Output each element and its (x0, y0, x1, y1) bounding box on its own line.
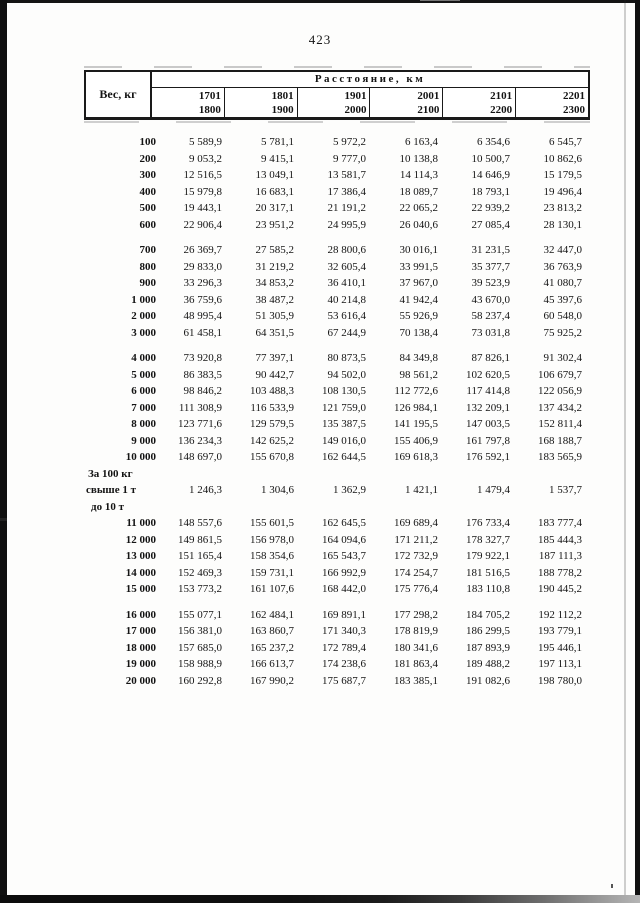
value-cell: 132 209,1 (466, 401, 510, 414)
range-from: 1701 (198, 89, 221, 102)
weight-cell: 6 000 (131, 385, 156, 397)
value-cell: 184 705,2 (466, 608, 510, 621)
value-cell: 149 861,5 (178, 533, 222, 546)
value-cell: 98 561,2 (399, 368, 438, 381)
weight-cell: 900 (139, 277, 156, 289)
weight-cell: 300 (139, 169, 156, 181)
value-cell: 136 234,3 (178, 434, 222, 447)
value-cell: 18 793,1 (471, 185, 510, 198)
value-cell: 90 442,7 (255, 368, 294, 381)
weight-cell: 500 (139, 202, 156, 214)
weight-cell: 18 000 (125, 641, 156, 654)
value-cell: 84 349,8 (399, 352, 438, 364)
range-from: 2001 (417, 89, 440, 102)
table-row (84, 151, 590, 168)
tariff-table-body (84, 134, 590, 689)
range-to: 1900 (271, 103, 294, 116)
value-cell: 137 434,2 (538, 401, 582, 414)
weight-cell: 400 (139, 185, 156, 198)
value-cell: 169 891,1 (322, 608, 366, 621)
table-row (84, 200, 590, 217)
value-cell: 12 516,5 (183, 169, 222, 181)
page-number: 423 (308, 32, 332, 47)
table-row (84, 134, 590, 151)
distance-range-cell (225, 88, 298, 117)
value-cell: 155 406,9 (394, 434, 438, 447)
value-cell: 179 922,1 (466, 550, 510, 562)
value-cell: 13 581,7 (327, 169, 366, 181)
table-row (84, 350, 590, 367)
range-from: 2201 (562, 89, 585, 102)
value-cell: 171 340,3 (322, 625, 366, 637)
value-cell: 167 990,2 (250, 674, 294, 687)
value-cell: 176 592,1 (466, 451, 510, 463)
value-cell: 32 447,0 (543, 244, 582, 256)
value-cell: 34 853,2 (255, 277, 294, 289)
value-cell: 175 776,4 (394, 583, 438, 595)
value-cell: 168 188,7 (538, 434, 582, 447)
value-cell: 162 645,5 (322, 517, 366, 529)
table-row (84, 383, 590, 400)
value-cell: 20 317,1 (255, 202, 294, 214)
value-cell: 19 443,1 (183, 202, 222, 214)
value-cell: 41 942,4 (399, 293, 438, 306)
value-cell: 190 445,2 (538, 583, 582, 595)
value-cell: 151 165,4 (178, 550, 222, 562)
value-cell: 73 031,8 (471, 326, 510, 339)
value-cell: 19 496,4 (543, 185, 582, 198)
weight-cell: 600 (139, 218, 156, 231)
weight-group (84, 242, 590, 341)
weight-cell: свыше 1 т (86, 484, 136, 496)
value-cell: 178 327,7 (466, 533, 510, 546)
table-row (84, 607, 590, 624)
weight-cell: 800 (139, 260, 156, 273)
value-cell: 39 523,9 (471, 277, 510, 289)
table-row (84, 548, 590, 565)
value-cell: 103 488,3 (250, 385, 294, 397)
range-to: 2100 (417, 103, 440, 116)
value-cell: 188 778,2 (538, 566, 582, 579)
value-cell: 174 238,6 (322, 658, 366, 670)
value-cell: 158 354,6 (250, 550, 294, 562)
value-cell: 121 759,0 (322, 401, 366, 414)
distance-range-cell (516, 88, 588, 117)
scan-edge-bottom (0, 895, 640, 903)
value-cell: 164 094,6 (322, 533, 366, 546)
distance-range-cell (152, 88, 225, 117)
value-cell: 40 214,8 (327, 293, 366, 306)
range-to: 1800 (198, 103, 221, 116)
value-cell: 148 697,0 (178, 451, 222, 463)
table-row (84, 581, 590, 598)
value-cell: 191 082,6 (466, 674, 510, 687)
value-cell: 181 516,5 (466, 566, 510, 579)
value-cell: 21 191,2 (327, 202, 366, 214)
scan-edge-left (0, 0, 7, 903)
weight-cell: 3 000 (131, 326, 156, 339)
weight-cell: 100 (139, 136, 156, 148)
value-cell: 60 548,0 (543, 310, 582, 322)
weight-cell: 19 000 (125, 658, 156, 670)
value-cell: 73 920,8 (183, 352, 222, 364)
value-cell: 14 114,3 (399, 169, 438, 181)
table-row (84, 400, 590, 417)
value-cell: 98 846,2 (183, 385, 222, 397)
value-cell: 161 797,8 (466, 434, 510, 447)
value-cell: 162 644,5 (322, 451, 366, 463)
value-cell: 32 605,4 (327, 260, 366, 273)
value-cell: 15 179,5 (543, 169, 582, 181)
value-cell: 165 543,7 (322, 550, 366, 562)
value-cell: 147 003,5 (466, 418, 510, 430)
value-cell: 75 925,2 (543, 326, 582, 339)
value-cell: 102 620,5 (466, 368, 510, 381)
value-cell: 160 292,8 (178, 674, 222, 687)
value-cell: 36 759,6 (183, 293, 222, 306)
value-cell: 31 219,2 (255, 260, 294, 273)
value-cell: 185 444,3 (538, 533, 582, 546)
value-cell: 116 533,9 (250, 401, 294, 414)
value-cell: 5 589,9 (189, 136, 222, 148)
value-cell: 156 978,0 (250, 533, 294, 546)
value-cell: 27 585,2 (255, 244, 294, 256)
value-cell: 43 670,0 (471, 293, 510, 306)
weight-cell: 20 000 (125, 674, 156, 687)
value-cell: 94 502,0 (327, 368, 366, 381)
value-cell: 27 085,4 (471, 218, 510, 231)
value-cell: 91 302,4 (543, 352, 582, 364)
value-cell: 165 237,2 (250, 641, 294, 654)
value-cell: 186 299,5 (466, 625, 510, 637)
value-cell: 1 537,7 (549, 484, 582, 496)
weight-cell: 5 000 (131, 368, 156, 381)
table-row (84, 673, 590, 690)
value-cell: 142 625,2 (250, 434, 294, 447)
value-cell: 169 618,3 (394, 451, 438, 463)
value-cell: 55 926,9 (399, 310, 438, 322)
weight-cell: 700 (139, 244, 156, 256)
per-100kg-section (84, 466, 590, 516)
weight-cell: 1 000 (131, 293, 156, 306)
value-cell: 155 077,1 (178, 608, 222, 621)
value-cell: 29 833,0 (183, 260, 222, 273)
value-cell: 10 862,6 (543, 152, 582, 165)
value-cell: 87 826,1 (471, 352, 510, 364)
weight-cell: 17 000 (125, 625, 156, 637)
value-cell: 161 107,6 (250, 583, 294, 595)
value-cell: 149 016,0 (322, 434, 366, 447)
value-cell: 10 500,7 (471, 152, 510, 165)
table-row (84, 532, 590, 549)
table-row (84, 367, 590, 384)
value-cell: 1 362,9 (333, 484, 366, 496)
value-cell: 171 211,2 (394, 533, 438, 546)
value-cell: 176 733,4 (466, 517, 510, 529)
value-cell: 9 415,1 (261, 152, 294, 165)
value-cell: 187 893,9 (466, 641, 510, 654)
value-cell: 13 049,1 (255, 169, 294, 181)
value-cell: 152 811,4 (538, 418, 582, 430)
value-cell: 30 016,1 (399, 244, 438, 256)
value-cell: 172 789,4 (322, 641, 366, 654)
value-cell: 64 351,5 (255, 326, 294, 339)
value-cell: 1 479,4 (477, 484, 510, 496)
value-cell: 174 254,7 (394, 566, 438, 579)
value-cell: 169 689,4 (394, 517, 438, 529)
value-cell: 166 992,9 (322, 566, 366, 579)
table-row (84, 308, 590, 325)
weight-group (84, 134, 590, 233)
value-cell: 9 777,0 (333, 152, 366, 165)
value-cell: 189 488,2 (466, 658, 510, 670)
value-cell: 162 484,1 (250, 608, 294, 621)
weight-cell: 13 000 (125, 550, 156, 562)
value-cell: 5 972,2 (333, 136, 366, 148)
distance-range-cell (298, 88, 371, 117)
value-cell: 22 065,2 (399, 202, 438, 214)
value-cell: 70 138,4 (399, 326, 438, 339)
value-cell: 51 305,9 (255, 310, 294, 322)
weight-header-cell: Вес, кг (86, 72, 152, 117)
value-cell: 157 685,0 (178, 641, 222, 654)
value-cell: 22 906,4 (183, 218, 222, 231)
table-row (84, 242, 590, 259)
value-cell: 111 308,9 (178, 401, 222, 414)
weight-cell: 11 000 (126, 517, 156, 529)
value-cell: 36 763,9 (543, 260, 582, 273)
weight-cell: 15 000 (125, 583, 156, 595)
value-cell: 15 979,8 (183, 185, 222, 198)
scan-gutter-line (624, 0, 626, 903)
value-cell: 122 056,9 (538, 385, 582, 397)
range-from: 1801 (271, 89, 294, 102)
distance-range-row (152, 88, 588, 117)
value-cell: 37 967,0 (399, 277, 438, 289)
value-cell: 26 040,6 (399, 218, 438, 231)
value-cell: 9 053,2 (189, 152, 222, 165)
value-cell: 1 246,3 (189, 484, 222, 496)
range-to: 2000 (344, 103, 367, 116)
value-cell: 166 613,7 (250, 658, 294, 670)
value-cell: 197 113,1 (538, 658, 582, 670)
value-cell: 108 130,5 (322, 385, 366, 397)
scan-edge-top (0, 0, 637, 3)
value-cell: 163 860,7 (250, 625, 294, 637)
scan-edge-right (635, 0, 640, 903)
value-cell: 183 110,8 (466, 583, 510, 595)
value-cell: 177 298,2 (394, 608, 438, 621)
table-row (84, 656, 590, 673)
tariff-table-header (84, 70, 590, 120)
value-cell: 53 616,4 (327, 310, 366, 322)
range-to: 2300 (562, 103, 585, 116)
value-cell: 152 469,3 (178, 566, 222, 579)
value-cell: 28 130,1 (543, 218, 582, 231)
distance-header-title: Расстояние, км (152, 72, 588, 88)
table-row (84, 466, 590, 483)
value-cell: 10 138,8 (399, 152, 438, 165)
value-cell: 33 991,5 (399, 260, 438, 273)
weight-cell: 7 000 (131, 401, 156, 414)
value-cell: 112 772,6 (394, 385, 438, 397)
value-cell: 38 487,2 (255, 293, 294, 306)
weight-cell: до 10 т (91, 500, 124, 513)
table-row (84, 275, 590, 292)
value-cell: 16 683,1 (255, 185, 294, 198)
value-cell: 187 111,3 (538, 550, 582, 562)
value-cell: 129 579,5 (250, 418, 294, 430)
value-cell: 126 984,1 (394, 401, 438, 414)
value-cell: 61 458,1 (183, 326, 222, 339)
table-row (84, 325, 590, 342)
value-cell: 155 601,5 (250, 517, 294, 529)
value-cell: 175 687,7 (322, 674, 366, 687)
value-cell: 6 545,7 (549, 136, 582, 148)
range-from: 2101 (490, 89, 513, 102)
value-cell: 178 819,9 (394, 625, 438, 637)
weight-group (84, 350, 590, 466)
value-cell: 26 369,7 (183, 244, 222, 256)
weight-cell: 12 000 (125, 533, 156, 546)
value-cell: 31 231,5 (471, 244, 510, 256)
value-cell: 156 381,0 (178, 625, 222, 637)
table-row (84, 515, 590, 532)
value-cell: 106 679,7 (538, 368, 582, 381)
value-cell: 36 410,1 (327, 277, 366, 289)
table-row (84, 623, 590, 640)
weight-cell: 200 (139, 152, 156, 165)
distance-range-cell (443, 88, 516, 117)
weight-cell: 10 000 (125, 451, 156, 463)
value-cell: 180 341,6 (394, 641, 438, 654)
weight-cell: 2 000 (131, 310, 156, 322)
value-cell: 123 771,6 (178, 418, 222, 430)
value-cell: 198 780,0 (538, 674, 582, 687)
table-row (84, 565, 590, 582)
value-cell: 35 377,7 (471, 260, 510, 273)
value-cell: 41 080,7 (543, 277, 582, 289)
value-cell: 45 397,6 (543, 293, 582, 306)
weight-cell: 4 000 (131, 352, 156, 364)
value-cell: 86 383,5 (183, 368, 222, 381)
scan-speck (0, 518, 7, 521)
value-cell: 23 813,2 (543, 202, 582, 214)
weight-cell: 8 000 (131, 418, 156, 430)
value-cell: 67 244,9 (327, 326, 366, 339)
value-cell: 193 779,1 (538, 625, 582, 637)
value-cell: 17 386,4 (327, 185, 366, 198)
value-cell: 48 995,4 (183, 310, 222, 322)
table-row (84, 449, 590, 466)
value-cell: 5 781,1 (261, 136, 294, 148)
value-cell: 148 557,6 (178, 517, 222, 529)
table-row (84, 482, 590, 499)
value-cell: 23 951,2 (255, 218, 294, 231)
value-cell: 192 112,2 (538, 608, 582, 621)
value-cell: 153 773,2 (178, 583, 222, 595)
value-cell: 158 988,9 (178, 658, 222, 670)
distance-range-cell (370, 88, 443, 117)
value-cell: 135 387,5 (322, 418, 366, 430)
value-cell: 183 385,1 (394, 674, 438, 687)
value-cell: 1 421,1 (405, 484, 438, 496)
value-cell: 168 442,0 (322, 583, 366, 595)
table-row (84, 292, 590, 309)
value-cell: 14 646,9 (471, 169, 510, 181)
value-cell: 18 089,7 (399, 185, 438, 198)
value-cell: 117 414,8 (466, 385, 510, 397)
value-cell: 6 354,6 (477, 136, 510, 148)
table-row (84, 416, 590, 433)
weight-group (84, 515, 590, 598)
table-row (84, 499, 590, 516)
value-cell: 22 939,2 (471, 202, 510, 214)
value-cell: 58 237,4 (471, 310, 510, 322)
table-row (84, 167, 590, 184)
table-row (84, 217, 590, 234)
range-from: 1901 (344, 89, 367, 102)
value-cell: 183 777,4 (538, 517, 582, 529)
table-row (84, 259, 590, 276)
value-cell: 181 863,4 (394, 658, 438, 670)
value-cell: 195 446,1 (538, 641, 582, 654)
value-cell: 141 195,5 (394, 418, 438, 430)
value-cell: 77 397,1 (255, 352, 294, 364)
weight-cell: 14 000 (125, 566, 156, 579)
weight-cell: За 100 кг (88, 467, 133, 480)
value-cell: 172 732,9 (394, 550, 438, 562)
value-cell: 1 304,6 (261, 484, 294, 496)
weight-group (84, 607, 590, 690)
scan-speck (611, 884, 613, 888)
value-cell: 28 800,6 (327, 244, 366, 256)
table-row (84, 184, 590, 201)
value-cell: 183 565,9 (538, 451, 582, 463)
value-cell: 80 873,5 (327, 352, 366, 364)
value-cell: 33 296,3 (183, 277, 222, 289)
value-cell: 24 995,9 (327, 218, 366, 231)
weight-cell: 16 000 (125, 608, 156, 621)
table-row (84, 433, 590, 450)
range-to: 2200 (490, 103, 513, 116)
weight-cell: 9 000 (131, 434, 156, 447)
value-cell: 155 670,8 (250, 451, 294, 463)
table-row (84, 640, 590, 657)
distance-header-section (152, 72, 588, 117)
value-cell: 159 731,1 (250, 566, 294, 579)
value-cell: 6 163,4 (405, 136, 438, 148)
